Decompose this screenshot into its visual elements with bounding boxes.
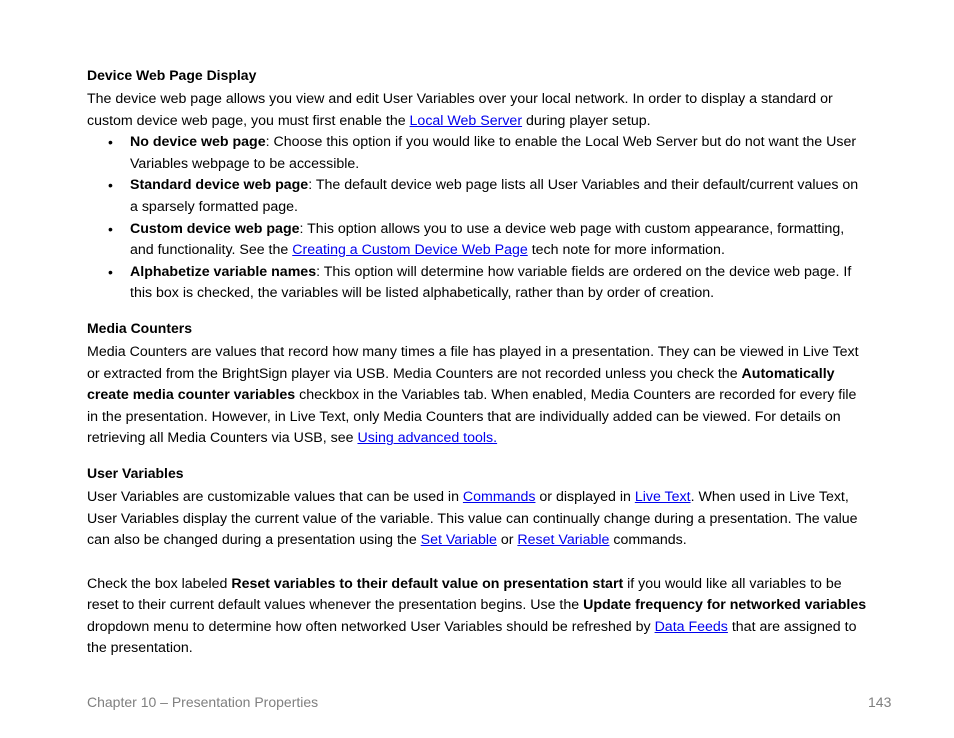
paragraph-text: User Variables are customizable values that can be used in (87, 488, 463, 505)
paragraph-text: commands. (609, 532, 687, 549)
media-counters-paragraph (87, 342, 869, 450)
live-text-link[interactable]: Live Text (634, 488, 691, 505)
using-advanced-tools-link[interactable]: Using advanced tools. (357, 430, 498, 447)
paragraph-text: that are assigned to the presentation. (87, 618, 857, 657)
option-description: : The default device web page lists all User Variables and their default/current values on a sparsely formatted page. (130, 177, 859, 215)
intro-text-pre: The device web page allows you view and edit User Variables over your local network. In order to display a standard or custom device web page, you must first enable the (87, 91, 833, 129)
bold-setting-name: Update frequency for networked variables (583, 597, 867, 614)
custom-device-web-page-link[interactable]: Creating a Custom Device Web Page (292, 242, 528, 259)
section-heading: User Variables (87, 464, 184, 481)
footer-page-number: 143 (868, 694, 892, 710)
section-user-variables (87, 462, 869, 660)
option-description-pre: : This option allows you to use a device web page with custom appearance, formatting, and functionality. See the (130, 220, 845, 259)
paragraph-text: Check the box labeled (87, 575, 232, 592)
reset-variable-link[interactable]: Reset Variable (517, 532, 610, 549)
paragraph-text: or (496, 532, 518, 549)
user-variables-paragraph-1 (87, 487, 869, 552)
option-description: : Choose this option if you would like to enable the Local Web Server but do not want the User Variables webpage to be accessible. (130, 134, 857, 172)
section-heading: Media Counters (87, 319, 193, 336)
list-item (87, 262, 869, 305)
option-name: No device web page (130, 134, 266, 151)
list-item (87, 175, 869, 218)
section-device-web-page (87, 64, 869, 305)
bullet-icon: • (108, 220, 113, 237)
paragraph-text: dropdown menu to determine how often networked User Variables should be refreshed by (87, 618, 655, 635)
bullet-icon: • (108, 263, 113, 280)
option-name: Custom device web page (130, 220, 300, 237)
bold-setting-name: Automatically create media counter variables (87, 365, 835, 404)
footer-chapter-title: Chapter 10 – Presentation Properties (87, 694, 319, 710)
user-variables-paragraph-2 (87, 574, 869, 660)
option-list (87, 132, 869, 305)
section-media-counters (87, 317, 869, 450)
paragraph-text: if you would like all variables to be reset to their current default values whenever the presentation begins. Use the (87, 575, 842, 614)
commands-link[interactable]: Commands (462, 488, 536, 505)
intro-paragraph (87, 89, 869, 132)
option-description-post: tech note for more information. (527, 242, 725, 259)
bold-setting-name: Reset variables to their default value on presentation start (231, 575, 624, 592)
option-name: Alphabetize variable names (130, 263, 317, 280)
paragraph-text: . When used in Live Text, User Variables display the current value of the variable. This value can continually change during a presentation. The value can also be changed during a presentation using the (87, 488, 858, 549)
paragraph-text: checkbox in the Variables tab. When enabled, Media Counters are recorded for every file in the presentation. However, in Live Text, only Media Counters that are individually added can be viewed. For details on retrieving all Media Counters via USB, see (87, 387, 857, 447)
bullet-icon: • (108, 134, 113, 151)
paragraph-text: Media Counters are values that record how many times a file has played in a presentation. They can be viewed in Live Text or extracted from the BrightSign player via USB. Media Counters are not recorded unless you check the (87, 343, 859, 382)
bullet-icon: • (108, 177, 113, 194)
intro-text-post: during player setup. (522, 112, 651, 129)
local-web-server-link[interactable]: Local Web Server (409, 112, 523, 129)
set-variable-link[interactable]: Set Variable (420, 532, 497, 549)
option-name: Standard device web page (130, 177, 309, 194)
data-feeds-link[interactable]: Data Feeds (654, 618, 728, 635)
list-item (87, 132, 869, 175)
document-page (87, 64, 869, 672)
list-item (87, 219, 869, 262)
option-description: : This option will determine how variable fields are ordered on the device web page. If this box is checked, the variables will be listed alphabetically, rather than by order of creation. (130, 263, 852, 302)
paragraph-text: or displayed in (535, 488, 635, 505)
section-heading: Device Web Page Display (87, 67, 257, 83)
